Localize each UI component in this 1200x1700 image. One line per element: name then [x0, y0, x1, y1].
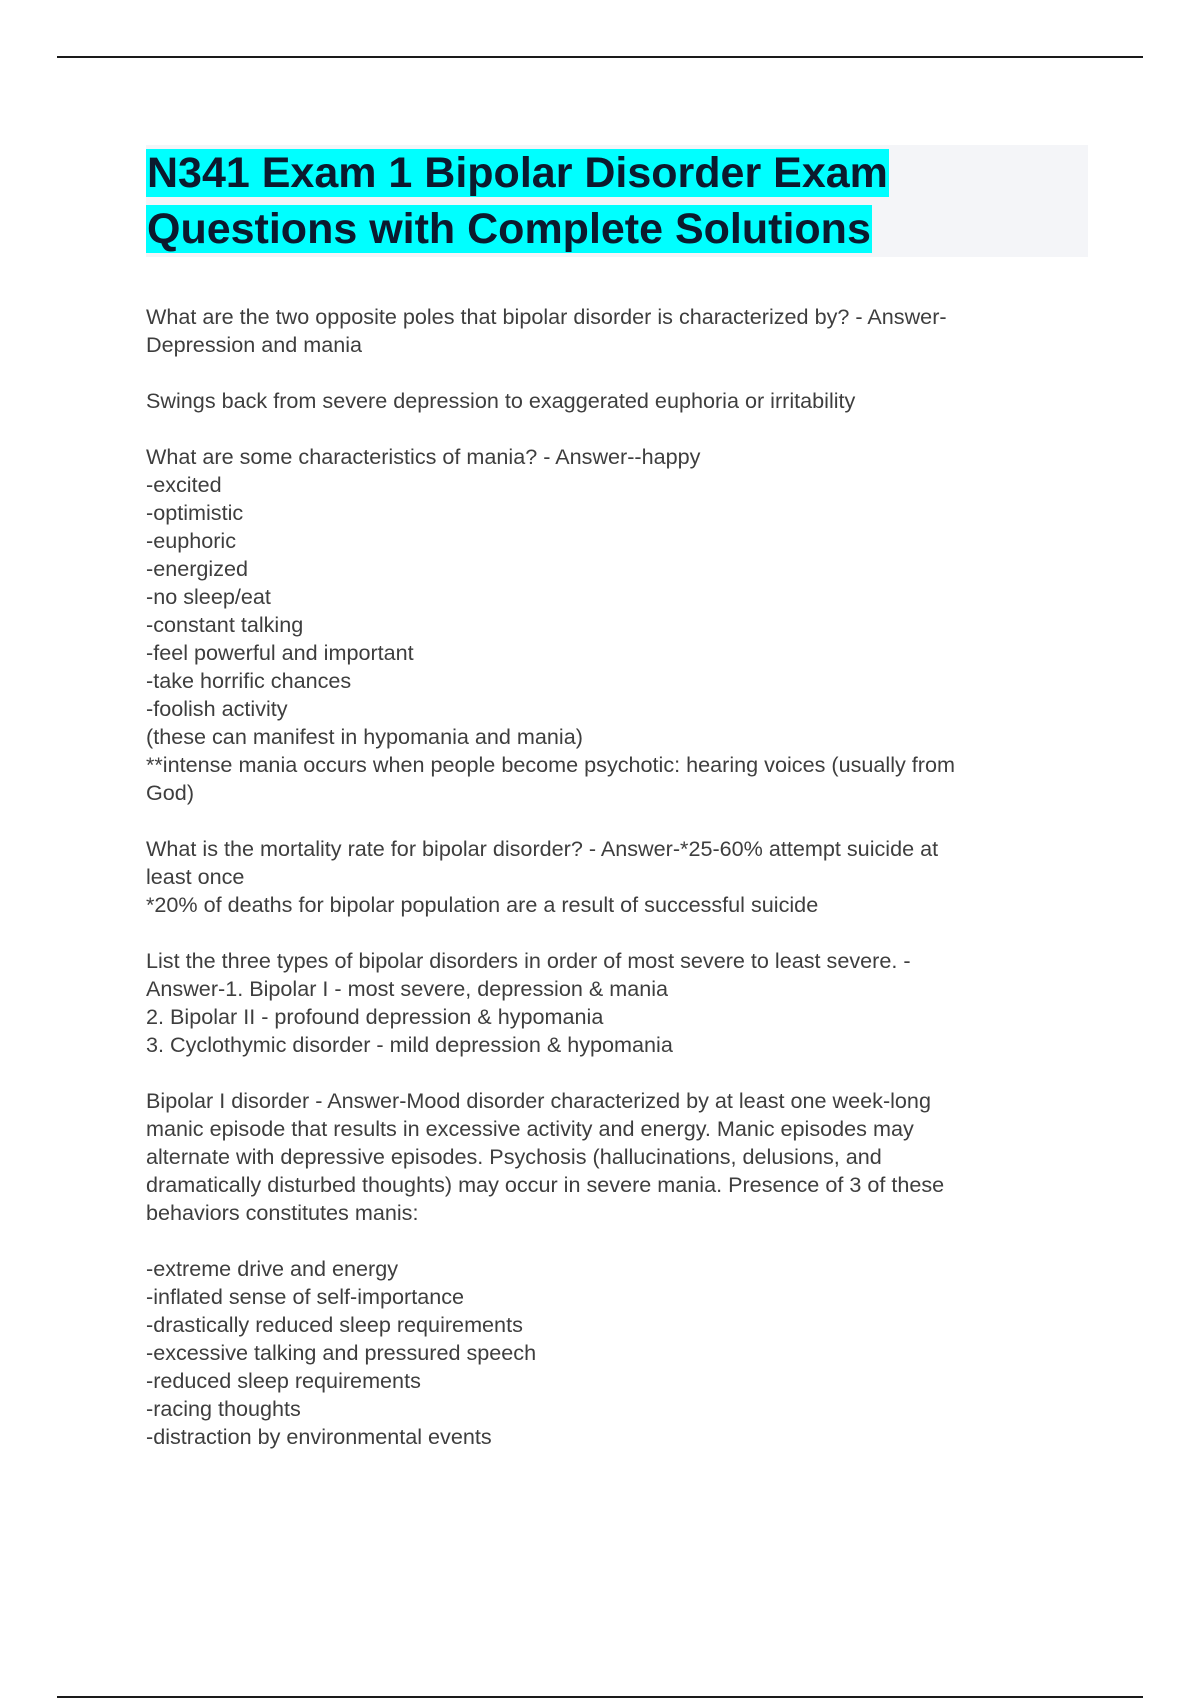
text-line: least once	[146, 864, 245, 889]
paragraph-gap	[146, 415, 1076, 443]
text-line: -foolish activity	[146, 696, 288, 721]
paragraph-gap	[146, 807, 1076, 835]
text-line: Swings back from severe depression to exaggerated euphoria or irritability	[146, 388, 856, 413]
top-rule	[57, 56, 1143, 58]
document-title	[146, 145, 1088, 257]
text-line: -euphoric	[146, 528, 237, 553]
title-block	[146, 145, 1088, 257]
text-line: *20% of deaths for bipolar population are a result of successful suicide	[146, 892, 819, 917]
text-line: What is the mortality rate for bipolar disorder? - Answer-*25-60% attempt suicide at	[146, 836, 939, 861]
text-line: behaviors constitutes manis:	[146, 1200, 419, 1225]
text-line: -drastically reduced sleep requirements	[146, 1312, 523, 1337]
text-line: God)	[146, 780, 195, 805]
paragraph-gap	[146, 1059, 1076, 1087]
document-body	[146, 303, 1076, 1451]
text-line: -energized	[146, 556, 249, 581]
text-line: dramatically disturbed thoughts) may occur in severe mania. Presence of 3 of these	[146, 1172, 945, 1197]
text-line: -constant talking	[146, 612, 304, 637]
text-line: 2. Bipolar II - profound depression & hypomania	[146, 1004, 604, 1029]
text-line: What are the two opposite poles that bipolar disorder is characterized by? - Answer-	[146, 304, 947, 329]
text-line: alternate with depressive episodes. Psychosis (hallucinations, delusions, and	[146, 1144, 882, 1169]
text-line: -feel powerful and important	[146, 640, 414, 665]
text-line: manic episode that results in excessive activity and energy. Manic episodes may	[146, 1116, 914, 1141]
text-line: Answer-1. Bipolar I - most severe, depression & mania	[146, 976, 669, 1001]
text-line: -excessive talking and pressured speech	[146, 1340, 537, 1365]
text-line: -no sleep/eat	[146, 584, 271, 609]
text-line: -racing thoughts	[146, 1396, 301, 1421]
text-line: -inflated sense of self-importance	[146, 1284, 465, 1309]
text-line: -excited	[146, 472, 222, 497]
text-line: -optimistic	[146, 500, 244, 525]
paragraph-gap	[146, 919, 1076, 947]
text-line: -reduced sleep requirements	[146, 1368, 421, 1393]
text-line: Bipolar I disorder - Answer-Mood disorder characterized by at least one week-long	[146, 1088, 931, 1113]
text-line: 3. Cyclothymic disorder - mild depression & hypomania	[146, 1032, 673, 1057]
bottom-rule	[57, 1696, 1143, 1698]
title-line-1: N341 Exam 1 Bipolar Disorder Exam	[147, 149, 888, 197]
text-line: -take horrific chances	[146, 668, 352, 693]
text-line: Depression and mania	[146, 332, 363, 357]
text-line: **intense mania occurs when people become psychotic: hearing voices (usually from	[146, 752, 955, 777]
paragraph-gap	[146, 359, 1076, 387]
text-line: (these can manifest in hypomania and mania)	[146, 724, 583, 749]
text-line: -extreme drive and energy	[146, 1256, 399, 1281]
text-line: List the three types of bipolar disorders in order of most severe to least severe. -	[146, 948, 911, 973]
title-line-2: Questions with Complete Solutions	[147, 205, 871, 253]
text-line: -distraction by environmental events	[146, 1424, 492, 1449]
text-line: What are some characteristics of mania? - Answer--happy	[146, 444, 701, 469]
paragraph-gap	[146, 1227, 1076, 1255]
